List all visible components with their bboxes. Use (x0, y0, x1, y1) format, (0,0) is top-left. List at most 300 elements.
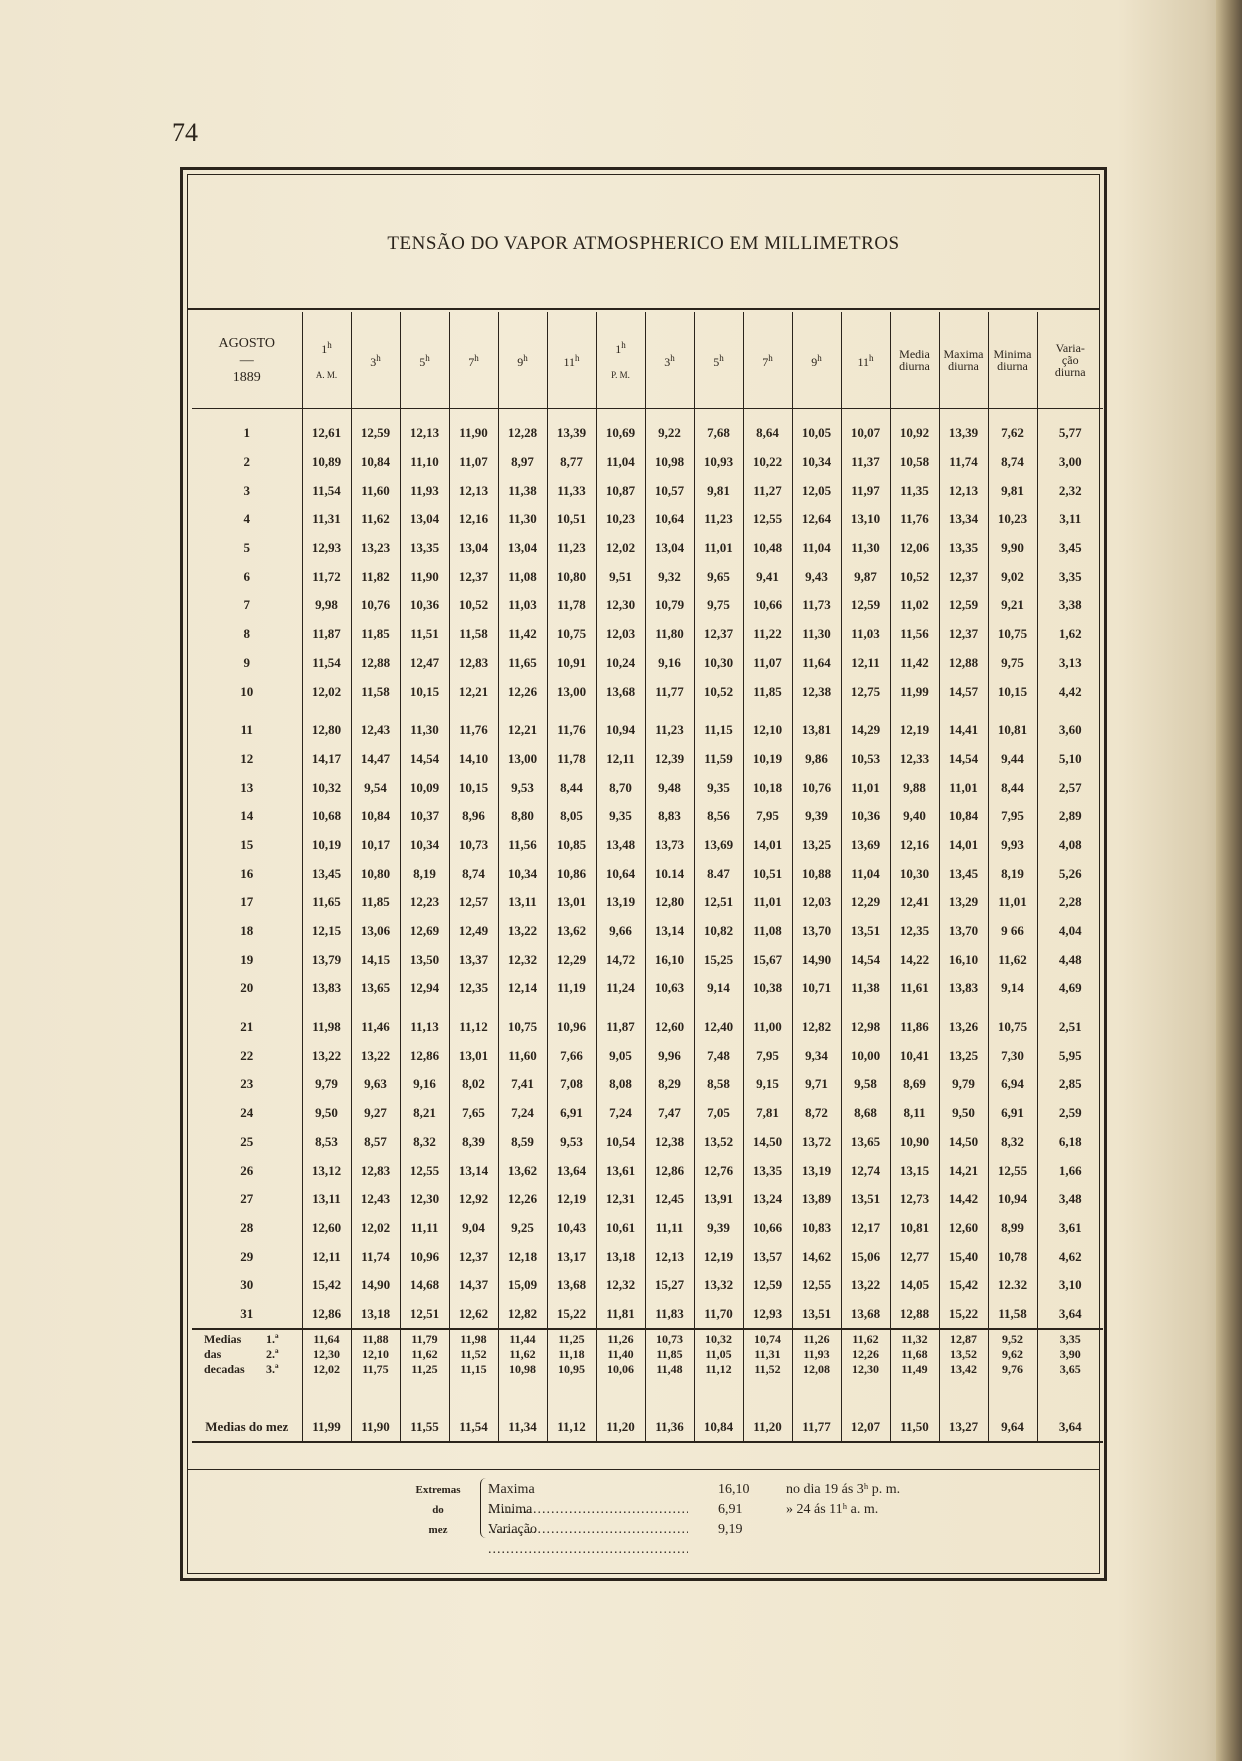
page-edge-shadow (1216, 0, 1242, 1761)
decade-value-cell: 11,52 (449, 1347, 498, 1362)
decade-label: Medias 1.ª (204, 1332, 279, 1347)
value-cell: 11,35 (890, 476, 939, 505)
spacer-row (192, 409, 1103, 420)
decade-value-cell: 11,79 (400, 1329, 449, 1347)
value-cell: 8,05 (547, 802, 596, 831)
value-cell: 11,65 (302, 888, 351, 917)
header-hour: 11$^h$ (841, 312, 890, 409)
value-cell: 3,13 (1037, 649, 1103, 678)
decade-value-cell: 11,31 (743, 1347, 792, 1362)
value-cell: 10,85 (547, 831, 596, 860)
value-cell: 9,75 (988, 649, 1037, 678)
month-mean-value: 11,50 (890, 1413, 939, 1442)
decade-value-cell: 11,48 (645, 1362, 694, 1377)
value-cell: 11,61 (890, 974, 939, 1003)
value-cell: 12,11 (302, 1242, 351, 1271)
value-cell: 10,83 (792, 1214, 841, 1243)
value-cell: 12,33 (890, 745, 939, 774)
day-label: 23 (240, 1076, 254, 1092)
value-cell: 8,53 (302, 1128, 351, 1157)
value-cell: 12,18 (498, 1242, 547, 1271)
value-cell: 13,12 (302, 1156, 351, 1185)
value-cell: 10,30 (890, 859, 939, 888)
value-cell: 13,22 (841, 1271, 890, 1300)
decade-value-cell: 9,76 (988, 1362, 1037, 1377)
decade-value-cell: 3,35 (1037, 1329, 1103, 1347)
decade-label: das 2.ª (204, 1347, 279, 1362)
value-cell: 13,50 (400, 945, 449, 974)
value-cell: 11,11 (400, 1214, 449, 1243)
value-cell: 13,70 (792, 917, 841, 946)
value-cell: 11,42 (890, 649, 939, 678)
value-cell: 8,58 (694, 1070, 743, 1099)
header-media-diurna: Media diurna (890, 312, 939, 409)
value-cell: 11,81 (596, 1300, 645, 1330)
value-cell: 11,08 (743, 917, 792, 946)
value-cell: 2,89 (1037, 802, 1103, 831)
value-cell: 3,35 (1037, 562, 1103, 591)
value-cell: 10,37 (400, 802, 449, 831)
value-cell: 12,05 (792, 476, 841, 505)
value-cell: 12,45 (645, 1185, 694, 1214)
value-cell: 14,29 (841, 716, 890, 745)
header-month-cell (192, 312, 302, 409)
value-cell: 10,51 (547, 505, 596, 534)
value-cell: 11,80 (645, 620, 694, 649)
value-cell: 12,73 (890, 1185, 939, 1214)
value-cell: 9,14 (988, 974, 1037, 1003)
value-cell: 10,89 (302, 448, 351, 477)
value-cell: 14,54 (400, 745, 449, 774)
value-cell: 2,85 (1037, 1070, 1103, 1099)
value-cell: 13,23 (351, 534, 400, 563)
value-cell: 11,51 (400, 620, 449, 649)
value-cell: 11,01 (694, 534, 743, 563)
value-cell: 9,81 (988, 476, 1037, 505)
decade-value-cell: 11,93 (792, 1347, 841, 1362)
value-cell: 14,41 (939, 716, 988, 745)
value-cell: 11,27 (743, 476, 792, 505)
value-cell: 11,30 (792, 620, 841, 649)
decade-value-cell: 12,30 (302, 1347, 351, 1362)
value-cell: 10,61 (596, 1214, 645, 1243)
header-pm: P. M. (611, 370, 630, 380)
value-cell: 5,95 (1037, 1041, 1103, 1070)
vapor-tension-table (192, 312, 1103, 1443)
value-cell: 10,15 (400, 677, 449, 706)
value-cell: 3,00 (1037, 448, 1103, 477)
value-cell: 12,40 (694, 1013, 743, 1042)
value-cell: 11,01 (939, 773, 988, 802)
value-cell: 13,57 (743, 1242, 792, 1271)
value-cell: 8,39 (449, 1128, 498, 1157)
value-cell: 8,74 (449, 859, 498, 888)
table-row (192, 1099, 1103, 1128)
value-cell: 12,26 (498, 1185, 547, 1214)
value-cell: 13,35 (939, 534, 988, 563)
value-cell: 13,04 (645, 534, 694, 563)
day-label: 22 (240, 1047, 254, 1063)
table-row (192, 1242, 1103, 1271)
decade-mean-row (192, 1362, 1103, 1377)
day-label: 20 (240, 980, 254, 996)
value-cell: 14,10 (449, 745, 498, 774)
value-cell: 13,29 (939, 888, 988, 917)
value-cell: 11,00 (743, 1013, 792, 1042)
value-cell: 12,06 (890, 534, 939, 563)
decade-value-cell: 11,62 (400, 1347, 449, 1362)
table-row (192, 1271, 1103, 1300)
value-cell: 12,88 (890, 1300, 939, 1330)
value-cell: 10,66 (743, 591, 792, 620)
month-mean-value: 9,64 (988, 1413, 1037, 1442)
value-cell: 9,88 (890, 773, 939, 802)
value-cell: 11,58 (988, 1300, 1037, 1330)
value-cell: 13,39 (547, 419, 596, 448)
value-cell: 11,73 (792, 591, 841, 620)
value-cell: 10,63 (645, 974, 694, 1003)
value-cell: 12,83 (351, 1156, 400, 1185)
value-cell: 8,56 (694, 802, 743, 831)
value-cell: 10,18 (743, 773, 792, 802)
value-cell: 9,22 (645, 419, 694, 448)
value-cell: 12,19 (890, 716, 939, 745)
value-cell: 10,92 (890, 419, 939, 448)
decade-value-cell: 11,18 (547, 1347, 596, 1362)
value-cell: 11,78 (547, 745, 596, 774)
value-cell: 10,34 (498, 859, 547, 888)
value-cell: 12,31 (596, 1185, 645, 1214)
value-cell: 9,53 (547, 1128, 596, 1157)
value-cell: 11,22 (743, 620, 792, 649)
value-cell: 11,04 (792, 534, 841, 563)
value-cell: 10,75 (498, 1013, 547, 1042)
day-label: 12 (240, 750, 254, 766)
value-cell: 11,23 (694, 505, 743, 534)
value-cell: 12,16 (890, 831, 939, 860)
value-cell: 4,42 (1037, 677, 1103, 706)
value-cell: 10,38 (743, 974, 792, 1003)
header-hour: 7$^h$ (449, 312, 498, 409)
value-cell: 14,62 (792, 1242, 841, 1271)
decade-label: decadas 3.ª (204, 1362, 279, 1377)
value-cell: 13,81 (792, 716, 841, 745)
value-cell: 2,51 (1037, 1013, 1103, 1042)
day-label: 19 (240, 951, 254, 967)
value-cell: 12,38 (645, 1128, 694, 1157)
value-cell: 10,41 (890, 1041, 939, 1070)
value-cell: 11,83 (645, 1300, 694, 1330)
value-cell: 10,93 (694, 448, 743, 477)
table-row (192, 773, 1103, 802)
value-cell: 14,57 (939, 677, 988, 706)
value-cell: 11,87 (596, 1013, 645, 1042)
table-row (192, 505, 1103, 534)
decade-value-cell: 3,90 (1037, 1347, 1103, 1362)
decade-value-cell: 12,30 (841, 1362, 890, 1377)
month-mean-value: 12,07 (841, 1413, 890, 1442)
value-cell: 7,05 (694, 1099, 743, 1128)
value-cell: 8,32 (400, 1128, 449, 1157)
value-cell: 12,16 (449, 505, 498, 534)
value-cell: 7,08 (547, 1070, 596, 1099)
value-cell: 10,34 (792, 448, 841, 477)
day-label: 27 (240, 1191, 254, 1207)
value-cell: 15,42 (939, 1271, 988, 1300)
value-cell: 11,64 (792, 649, 841, 678)
value-cell: 10,23 (596, 505, 645, 534)
table-row (192, 745, 1103, 774)
value-cell: 10,81 (890, 1214, 939, 1243)
value-cell: 10,79 (645, 591, 694, 620)
value-cell: 9,75 (694, 591, 743, 620)
value-cell: 9,87 (841, 562, 890, 591)
decade-value-cell: 11,75 (351, 1362, 400, 1377)
value-cell: 11,24 (596, 974, 645, 1003)
value-cell: 14,47 (351, 745, 400, 774)
value-cell: 9,35 (596, 802, 645, 831)
value-cell: 12,60 (939, 1214, 988, 1243)
day-label: 31 (192, 1300, 302, 1330)
day-label: 29 (240, 1248, 254, 1264)
table-row (192, 1041, 1103, 1070)
value-cell: 11,99 (890, 677, 939, 706)
day-label: 17 (240, 894, 254, 910)
value-cell: 2,59 (1037, 1099, 1103, 1128)
value-cell: 13,73 (645, 831, 694, 860)
value-cell: 13,51 (792, 1300, 841, 1330)
decade-value-cell: 11,26 (792, 1329, 841, 1347)
value-cell: 12,55 (988, 1156, 1037, 1185)
decade-value-cell: 9,62 (988, 1347, 1037, 1362)
month-mean-value: 11,20 (596, 1413, 645, 1442)
value-cell: 4,04 (1037, 917, 1103, 946)
value-cell: 10,24 (596, 649, 645, 678)
value-cell: 9,54 (351, 773, 400, 802)
value-cell: 12,47 (400, 649, 449, 678)
value-cell: 13,65 (841, 1128, 890, 1157)
value-cell: 12,86 (645, 1156, 694, 1185)
value-cell: 14,50 (743, 1128, 792, 1157)
value-cell: 11,85 (743, 677, 792, 706)
value-cell: 13,35 (400, 534, 449, 563)
value-cell: 12,03 (596, 620, 645, 649)
table-row (192, 917, 1103, 946)
table-body (192, 409, 1103, 1443)
value-cell: 12,59 (351, 419, 400, 448)
value-cell: 12,28 (498, 419, 547, 448)
month-mean-value: 13,27 (939, 1413, 988, 1442)
value-cell: 11,76 (449, 716, 498, 745)
decade-value-cell: 11,32 (890, 1329, 939, 1347)
value-cell: 8,64 (743, 419, 792, 448)
decade-value-cell: 12,26 (841, 1347, 890, 1362)
day-label: 28 (240, 1219, 254, 1235)
value-cell: 15,25 (694, 945, 743, 974)
day-label: 4 (243, 511, 250, 527)
value-cell: 12,30 (596, 591, 645, 620)
value-cell: 15,40 (939, 1242, 988, 1271)
header-hour: 11$^h$ (547, 312, 596, 409)
month-extremes: Extremas do mez Maxima ..... 16,10 no dia 19 ás 3ʰ p. m. Minima ..... 6,91 » 24 ás 11ʰ a. m. Variação ..... 9,19 (188, 1469, 1099, 1550)
value-cell: 11,74 (939, 448, 988, 477)
value-cell: 7,95 (988, 802, 1037, 831)
value-cell: 12,88 (351, 649, 400, 678)
value-cell: 9,96 (645, 1041, 694, 1070)
decade-value-cell: 11,62 (498, 1347, 547, 1362)
value-cell: 7,24 (596, 1099, 645, 1128)
value-cell: 10.14 (645, 859, 694, 888)
decade-value-cell: 11,40 (596, 1347, 645, 1362)
value-cell: 9,40 (890, 802, 939, 831)
value-cell: 12,59 (939, 591, 988, 620)
value-cell: 11,30 (400, 716, 449, 745)
value-cell: 11,11 (645, 1214, 694, 1243)
month-mean-value: 11,77 (792, 1413, 841, 1442)
value-cell: 9,86 (792, 745, 841, 774)
value-cell: 6,18 (1037, 1128, 1103, 1157)
value-cell: 10,48 (743, 534, 792, 563)
month-mean-value: 11,55 (400, 1413, 449, 1442)
value-cell: 14,90 (792, 945, 841, 974)
value-cell: 13,26 (939, 1013, 988, 1042)
value-cell: 11,58 (449, 620, 498, 649)
value-cell: 9,50 (939, 1099, 988, 1128)
header-hour: 1$^h$ A. M. (302, 312, 351, 409)
month-mean-value: 11,20 (743, 1413, 792, 1442)
value-cell: 6,94 (988, 1070, 1037, 1099)
value-cell: 10,75 (988, 1013, 1037, 1042)
value-cell: 12,57 (449, 888, 498, 917)
value-cell: 12,62 (449, 1300, 498, 1330)
value-cell: 9,14 (694, 974, 743, 1003)
value-cell: 10,76 (351, 591, 400, 620)
value-cell: 12,80 (302, 716, 351, 745)
value-cell: 9,04 (449, 1214, 498, 1243)
decade-value-cell: 11,52 (743, 1362, 792, 1377)
value-cell: 9,48 (645, 773, 694, 802)
spacer-row (192, 1003, 1103, 1013)
value-cell: 15,42 (302, 1271, 351, 1300)
table-row (192, 1156, 1103, 1185)
spacer-row (192, 706, 1103, 716)
value-cell: 12,77 (890, 1242, 939, 1271)
value-cell: 10,17 (351, 831, 400, 860)
value-cell: 10,71 (792, 974, 841, 1003)
value-cell: 12,02 (302, 677, 351, 706)
decade-value-cell: 10,98 (498, 1362, 547, 1377)
value-cell: 12,59 (841, 591, 890, 620)
value-cell: 12,82 (498, 1300, 547, 1330)
value-cell: 13,83 (939, 974, 988, 1003)
value-cell: 12,13 (449, 476, 498, 505)
value-cell: 12,35 (890, 917, 939, 946)
value-cell: 10,87 (596, 476, 645, 505)
value-cell: 13,45 (302, 859, 351, 888)
value-cell: 10,69 (596, 419, 645, 448)
day-label: 5 (243, 540, 250, 556)
day-label: 26 (240, 1162, 254, 1178)
value-cell: 11,85 (351, 888, 400, 917)
value-cell: 12,02 (596, 534, 645, 563)
value-cell: 11,56 (890, 620, 939, 649)
value-cell: 13,64 (547, 1156, 596, 1185)
month-mean-value: 10,84 (694, 1413, 743, 1442)
value-cell: 8,29 (645, 1070, 694, 1099)
value-cell: 10,96 (547, 1013, 596, 1042)
value-cell: 12,49 (449, 917, 498, 946)
value-cell: 11,02 (890, 591, 939, 620)
value-cell: 12,35 (449, 974, 498, 1003)
value-cell: 9,41 (743, 562, 792, 591)
decade-value-cell: 11,44 (498, 1329, 547, 1347)
value-cell: 7,30 (988, 1041, 1037, 1070)
value-cell: 13,51 (841, 1185, 890, 1214)
value-cell: 11,54 (302, 476, 351, 505)
value-cell: 3,45 (1037, 534, 1103, 563)
value-cell: 11,33 (547, 476, 596, 505)
value-cell: 10,96 (400, 1242, 449, 1271)
day-label: 21 (240, 1019, 254, 1035)
value-cell: 12,17 (841, 1214, 890, 1243)
value-cell: 10,54 (596, 1128, 645, 1157)
value-cell: 8,32 (988, 1128, 1037, 1157)
value-cell: 13,83 (302, 974, 351, 1003)
value-cell: 13,19 (792, 1156, 841, 1185)
header-hour: 5$^h$ (694, 312, 743, 409)
value-cell: 9 66 (988, 917, 1037, 946)
value-cell: 11,08 (498, 562, 547, 591)
value-cell: 9,98 (302, 591, 351, 620)
decade-value-cell: 11,98 (449, 1329, 498, 1347)
value-cell: 10,88 (792, 859, 841, 888)
header-hour: 7$^h$ (743, 312, 792, 409)
header-hour: 9$^h$ (792, 312, 841, 409)
value-cell: 13,45 (939, 859, 988, 888)
table-row (192, 859, 1103, 888)
value-cell: 14,68 (400, 1271, 449, 1300)
decade-value-cell: 10,32 (694, 1329, 743, 1347)
decade-value-cell: 11,68 (890, 1347, 939, 1362)
value-cell: 13,25 (939, 1041, 988, 1070)
decade-value-cell: 10,95 (547, 1362, 596, 1377)
value-cell: 13,15 (890, 1156, 939, 1185)
header-variacao-diurna: Varia- ção diurna (1037, 312, 1103, 409)
table-row (192, 620, 1103, 649)
value-cell: 14,17 (302, 745, 351, 774)
month-mean-value: 11,54 (449, 1413, 498, 1442)
header-month: AGOSTO (218, 335, 276, 351)
table-row (192, 1300, 1103, 1330)
value-cell: 11,60 (498, 1041, 547, 1070)
value-cell: 5,77 (1037, 419, 1103, 448)
value-cell: 10,80 (547, 562, 596, 591)
value-cell: 9,02 (988, 562, 1037, 591)
value-cell: 8,80 (498, 802, 547, 831)
value-cell: 9,65 (694, 562, 743, 591)
value-cell: 11,03 (498, 591, 547, 620)
value-cell: 11,13 (400, 1013, 449, 1042)
value-cell: 9,43 (792, 562, 841, 591)
decade-value-cell: 11,05 (694, 1347, 743, 1362)
value-cell: 10,51 (743, 859, 792, 888)
decade-value-cell: 11,88 (351, 1329, 400, 1347)
month-mean-value: 11,34 (498, 1413, 547, 1442)
value-cell: 10,43 (547, 1214, 596, 1243)
value-cell: 8,59 (498, 1128, 547, 1157)
value-cell: 11,60 (351, 476, 400, 505)
value-cell: 7,68 (694, 419, 743, 448)
